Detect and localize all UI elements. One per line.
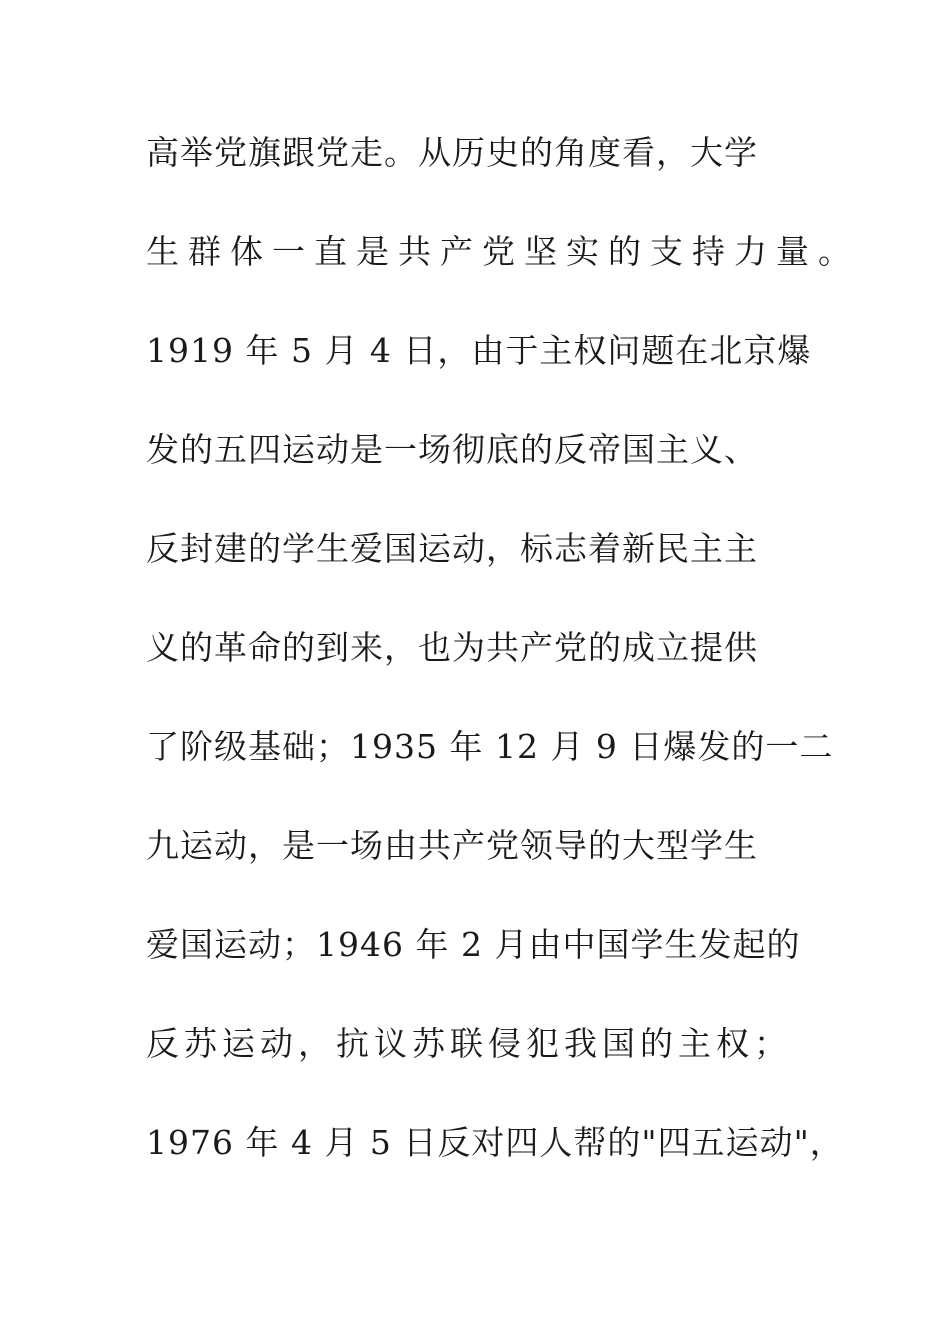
text-line: 了阶级基础；1935 年 12 月 9 日爆发的一二 xyxy=(146,727,834,766)
text-line: 反苏运动，抗议苏联侵犯我国的主权； xyxy=(146,1024,792,1063)
text-line: 生群体一直是共产党坚实的支持力量。 xyxy=(146,232,860,271)
text-line: 发的五四运动是一场彻底的反帝国主义、 xyxy=(146,430,758,469)
text-line: 九运动，是一场由共产党领导的大型学生 xyxy=(146,826,758,865)
text-line: 反封建的学生爱国运动，标志着新民主主 xyxy=(146,529,758,568)
text-line: 义的革命的到来，也为共产党的成立提供 xyxy=(146,628,758,667)
text-line: 1976 年 4 月 5 日反对四人帮的"四五运动"， xyxy=(146,1123,844,1162)
text-line: 爱国运动；1946 年 2 月由中国学生发起的 xyxy=(146,925,801,964)
text-line: 高举党旗跟党走。从历史的角度看，大学 xyxy=(146,133,758,172)
text-line: 1919 年 5 月 4 日，由于主权问题在北京爆 xyxy=(146,331,812,370)
